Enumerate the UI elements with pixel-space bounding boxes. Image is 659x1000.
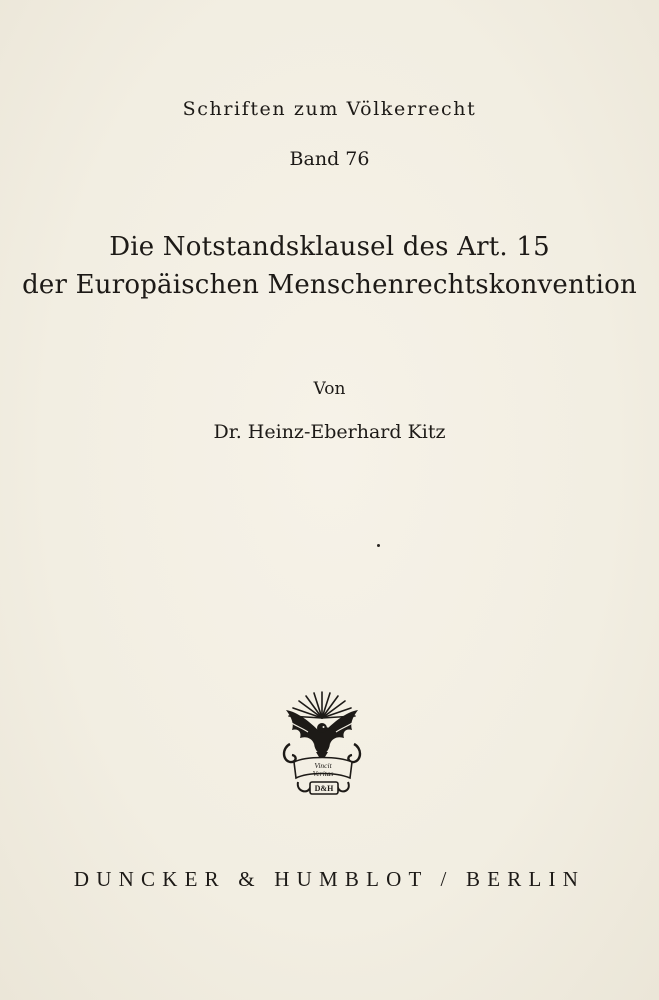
- logo-motto-line-2: Veritas: [312, 769, 334, 778]
- volume-number: Band 76: [289, 148, 370, 170]
- book-title-line-1: Die Notstandsklausel des Art. 15: [109, 232, 550, 262]
- book-title-line-2: der Europäischen Menschenrechtskonvention: [22, 270, 637, 300]
- logo-motto-line-1: Vincit: [314, 761, 332, 770]
- ink-speck: [377, 544, 380, 547]
- by-label: Von: [313, 379, 346, 399]
- publisher-eagle-logo-icon: [276, 688, 368, 800]
- author-name: Dr. Heinz-Eberhard Kitz: [213, 421, 446, 443]
- publisher-imprint: DUNCKER & HUMBLOT / BERLIN: [73, 867, 586, 891]
- series-title: Schriften zum Völkerrecht: [182, 98, 477, 120]
- logo-initials: D&H: [314, 784, 334, 793]
